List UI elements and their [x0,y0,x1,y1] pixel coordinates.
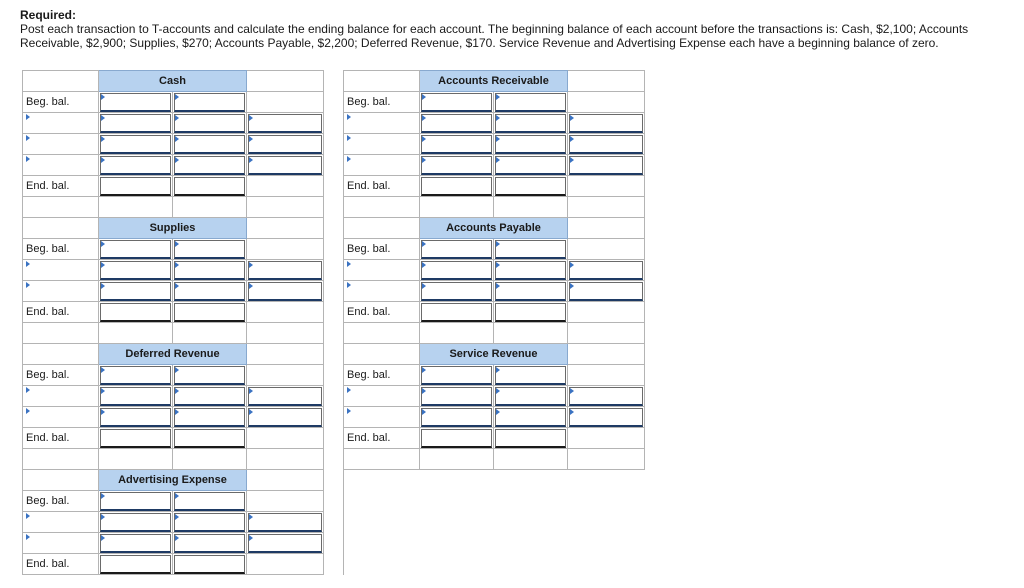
end-bal-label: End. bal. [344,176,420,197]
spacer-row [23,449,645,470]
end-bal-row [23,428,645,449]
amount-input[interactable] [569,387,643,406]
beg-bal-label: Beg. bal. [23,239,99,260]
input-marker-icon [175,283,179,289]
amount-input[interactable] [421,135,492,154]
amount-input[interactable] [174,135,245,154]
transaction-row [23,281,645,302]
beg-bal-label: Beg. bal. [23,92,99,113]
end-bal-label: End. bal. [344,428,420,449]
amount-input[interactable] [248,261,322,280]
input-marker-icon [101,157,105,163]
amount-input[interactable] [421,429,492,448]
input-marker-icon [249,535,253,541]
transaction-row [23,386,645,407]
input-marker-icon [175,262,179,268]
entry-marker-cell[interactable] [344,260,420,281]
amount-input[interactable] [495,261,566,280]
input-marker-icon [422,157,426,163]
input-marker-icon [101,388,105,394]
amount-input[interactable] [495,93,566,112]
end-bal-row [23,302,645,323]
amount-input[interactable] [100,492,171,511]
input-marker-icon [101,535,105,541]
entry-marker-cell[interactable] [344,386,420,407]
amount-input[interactable] [174,534,245,553]
amount-input[interactable] [421,156,492,175]
input-marker-icon [249,157,253,163]
amount-input[interactable] [174,513,245,532]
transaction-row [23,134,645,155]
amount-input[interactable] [495,177,566,196]
amount-input[interactable] [174,429,245,448]
input-marker-icon [101,115,105,121]
amount-input[interactable] [174,492,245,511]
input-marker-icon [175,493,179,499]
amount-input[interactable] [421,177,492,196]
input-marker-icon [496,283,500,289]
amount-input[interactable] [100,135,171,154]
amount-input[interactable] [421,387,492,406]
transaction-row [23,512,645,533]
input-marker-icon [422,283,426,289]
input-marker-icon [570,388,574,394]
input-marker-icon [175,136,179,142]
amount-input[interactable] [495,303,566,322]
amount-input[interactable] [174,177,245,196]
input-marker-icon [347,408,351,414]
end-bal-label: End. bal. [23,302,99,323]
input-marker-icon [26,387,30,393]
transaction-row [23,407,645,428]
amount-input[interactable] [495,282,566,301]
amount-input[interactable] [421,282,492,301]
input-marker-icon [496,115,500,121]
input-marker-icon [101,241,105,247]
amount-input[interactable] [100,303,171,322]
beg-bal-label: Beg. bal. [344,92,420,113]
entry-marker-cell[interactable] [23,260,99,281]
input-marker-icon [496,157,500,163]
transaction-row [23,533,645,554]
amount-input[interactable] [174,156,245,175]
amount-input[interactable] [100,387,171,406]
entry-marker-cell[interactable] [344,155,420,176]
input-marker-icon [26,534,30,540]
amount-input[interactable] [174,366,245,385]
input-marker-icon [422,94,426,100]
input-marker-icon [570,136,574,142]
input-marker-icon [422,367,426,373]
input-marker-icon [347,282,351,288]
amount-input[interactable] [174,387,245,406]
entry-marker-cell[interactable] [23,407,99,428]
amount-input[interactable] [421,114,492,133]
amount-input[interactable] [569,408,643,427]
amount-input[interactable] [174,114,245,133]
amount-input[interactable] [100,534,171,553]
amount-input[interactable] [248,534,322,553]
account-title-accounts-receivable: Accounts Receivable [420,71,568,92]
account-title-deferred-revenue: Deferred Revenue [99,344,247,365]
account-title-advertising-expense: Advertising Expense [99,470,247,491]
input-marker-icon [26,513,30,519]
entry-marker-cell[interactable] [344,134,420,155]
amount-input[interactable] [174,261,245,280]
amount-input[interactable] [495,408,566,427]
amount-input[interactable] [495,114,566,133]
input-marker-icon [101,514,105,520]
amount-input[interactable] [100,408,171,427]
amount-input[interactable] [421,261,492,280]
t-account-title-row [23,71,645,92]
account-title-service-revenue: Service Revenue [420,344,568,365]
input-marker-icon [496,94,500,100]
input-marker-icon [422,115,426,121]
input-marker-icon [101,262,105,268]
transaction-row [23,155,645,176]
end-bal-row [23,554,645,575]
amount-input[interactable] [421,366,492,385]
t-account-title-row [23,218,645,239]
input-marker-icon [26,282,30,288]
input-marker-icon [26,408,30,414]
input-marker-icon [496,388,500,394]
amount-input[interactable] [174,408,245,427]
amount-input[interactable] [495,366,566,385]
amount-input[interactable] [100,282,171,301]
amount-input[interactable] [421,303,492,322]
amount-input[interactable] [569,135,643,154]
required-heading: Required: [20,8,77,22]
input-marker-icon [249,409,253,415]
entry-marker-cell[interactable] [23,113,99,134]
input-marker-icon [347,156,351,162]
transaction-row [23,260,645,281]
t-account-title-row [23,344,645,365]
entry-marker-cell[interactable] [23,386,99,407]
input-marker-icon [570,262,574,268]
amount-input[interactable] [248,387,322,406]
input-marker-icon [422,388,426,394]
input-marker-icon [570,157,574,163]
instructions-text: Post each transaction to T-accounts and calculate the ending balance for each account. The beginning balance of each account before the transactions is: Cash, $2,100; Accounts Receivable, $2,900; Supplies, $270; Accounts Payable, $2,200; Deferred Revenue, $170. Service Revenue and Advertising Expense each have a beginning balance of zero. [20,22,969,50]
input-marker-icon [249,283,253,289]
beg-bal-label: Beg. bal. [23,491,99,512]
entry-marker-cell[interactable] [344,407,420,428]
beg-bal-row [23,365,645,386]
input-marker-icon [496,367,500,373]
input-marker-icon [101,283,105,289]
amount-input[interactable] [495,156,566,175]
transaction-row [23,113,645,134]
amount-input[interactable] [100,114,171,133]
amount-input[interactable] [174,303,245,322]
input-marker-icon [175,535,179,541]
amount-input[interactable] [100,555,171,574]
beg-bal-label: Beg. bal. [344,365,420,386]
input-marker-icon [496,409,500,415]
amount-input[interactable] [248,513,322,532]
amount-input[interactable] [421,93,492,112]
amount-input[interactable] [569,156,643,175]
amount-input[interactable] [248,282,322,301]
beg-bal-row [23,92,645,113]
amount-input[interactable] [495,135,566,154]
amount-input[interactable] [174,282,245,301]
amount-input[interactable] [569,261,643,280]
input-marker-icon [101,493,105,499]
amount-input[interactable] [174,555,245,574]
amount-input[interactable] [174,240,245,259]
input-marker-icon [175,409,179,415]
entry-marker-cell[interactable] [344,113,420,134]
input-marker-icon [347,114,351,120]
end-bal-label: End. bal. [23,554,99,575]
input-marker-icon [422,262,426,268]
account-title-accounts-payable: Accounts Payable [420,218,568,239]
beg-bal-label: Beg. bal. [344,239,420,260]
input-marker-icon [496,136,500,142]
amount-input[interactable] [495,240,566,259]
input-marker-icon [175,367,179,373]
input-marker-icon [496,262,500,268]
input-marker-icon [422,241,426,247]
amount-input[interactable] [100,366,171,385]
account-title-cash: Cash [99,71,247,92]
amount-input[interactable] [100,513,171,532]
input-marker-icon [249,262,253,268]
amount-input[interactable] [495,429,566,448]
input-marker-icon [26,114,30,120]
input-marker-icon [26,156,30,162]
amount-input[interactable] [569,114,643,133]
input-marker-icon [496,241,500,247]
input-marker-icon [422,136,426,142]
beg-bal-label: Beg. bal. [23,365,99,386]
amount-input[interactable] [100,261,171,280]
input-marker-icon [26,261,30,267]
input-marker-icon [101,409,105,415]
input-marker-icon [175,241,179,247]
input-marker-icon [249,136,253,142]
input-marker-icon [570,409,574,415]
input-marker-icon [249,388,253,394]
input-marker-icon [175,514,179,520]
input-marker-icon [570,115,574,121]
input-marker-icon [347,261,351,267]
input-marker-icon [101,136,105,142]
input-marker-icon [175,388,179,394]
t-accounts-grid [22,70,645,575]
amount-input[interactable] [248,135,322,154]
entry-marker-cell[interactable] [23,134,99,155]
instructions-header [20,9,1010,50]
input-marker-icon [175,157,179,163]
amount-input[interactable] [248,408,322,427]
input-marker-icon [175,94,179,100]
amount-input[interactable] [248,156,322,175]
beg-bal-row [23,491,645,512]
amount-input[interactable] [100,177,171,196]
spacer-row [23,197,645,218]
entry-marker-cell[interactable] [23,533,99,554]
amount-input[interactable] [100,156,171,175]
input-marker-icon [422,409,426,415]
account-title-supplies: Supplies [99,218,247,239]
end-bal-label: End. bal. [344,302,420,323]
input-marker-icon [570,283,574,289]
entry-marker-cell[interactable] [23,155,99,176]
input-marker-icon [101,367,105,373]
end-bal-label: End. bal. [23,428,99,449]
entry-marker-cell[interactable] [23,281,99,302]
amount-input[interactable] [100,93,171,112]
amount-input[interactable] [100,240,171,259]
input-marker-icon [26,135,30,141]
amount-input[interactable] [495,387,566,406]
input-marker-icon [347,387,351,393]
input-marker-icon [347,135,351,141]
amount-input[interactable] [421,240,492,259]
input-marker-icon [249,514,253,520]
input-marker-icon [175,115,179,121]
beg-bal-row [23,239,645,260]
t-account-title-row [23,470,645,491]
end-bal-label: End. bal. [23,176,99,197]
amount-input[interactable] [569,282,643,301]
spacer-row [23,323,645,344]
end-bal-row [23,176,645,197]
amount-input[interactable] [248,114,322,133]
input-marker-icon [101,94,105,100]
entry-marker-cell[interactable] [23,512,99,533]
entry-marker-cell[interactable] [344,281,420,302]
amount-input[interactable] [100,429,171,448]
amount-input[interactable] [421,408,492,427]
input-marker-icon [249,115,253,121]
amount-input[interactable] [174,93,245,112]
